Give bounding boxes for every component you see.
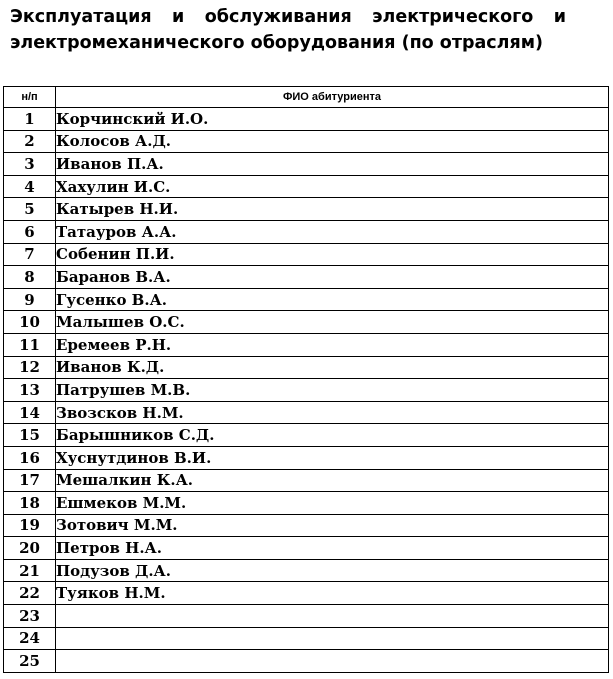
applicants-table [3, 86, 609, 673]
table-header-row [4, 87, 609, 108]
table-row [4, 514, 609, 537]
table-row [4, 198, 609, 221]
row-number: 13 [4, 379, 56, 402]
applicant-name: Малышев О.С. [56, 311, 609, 334]
applicant-name: Ешмеков М.М. [56, 492, 609, 515]
table-row [4, 379, 609, 402]
row-number: 18 [4, 492, 56, 515]
row-number: 3 [4, 153, 56, 176]
table-row [4, 559, 609, 582]
table-row [4, 311, 609, 334]
table-row [4, 469, 609, 492]
table-row [4, 175, 609, 198]
row-number: 1 [4, 108, 56, 131]
row-number: 19 [4, 514, 56, 537]
row-number: 21 [4, 559, 56, 582]
row-number: 25 [4, 650, 56, 673]
applicant-name: Петров Н.А. [56, 537, 609, 560]
table-row [4, 153, 609, 176]
applicant-name: Подузов Д.А. [56, 559, 609, 582]
applicant-name: Еремеев Р.Н. [56, 333, 609, 356]
applicant-name: Колосов А.Д. [56, 130, 609, 153]
table-row [4, 537, 609, 560]
applicant-name [56, 605, 609, 628]
row-number: 20 [4, 537, 56, 560]
applicant-name: Корчинский И.О. [56, 108, 609, 131]
table-row [4, 401, 609, 424]
row-number: 8 [4, 266, 56, 289]
applicant-name: Зотович М.М. [56, 514, 609, 537]
row-number: 17 [4, 469, 56, 492]
column-header-number: н/п [4, 87, 56, 108]
row-number: 16 [4, 446, 56, 469]
table-row [4, 356, 609, 379]
row-number: 10 [4, 311, 56, 334]
applicant-name: Татауров А.А. [56, 220, 609, 243]
row-number: 15 [4, 424, 56, 447]
row-number: 5 [4, 198, 56, 221]
row-number: 4 [4, 175, 56, 198]
row-number: 12 [4, 356, 56, 379]
applicant-name: Патрушев М.В. [56, 379, 609, 402]
table-row [4, 582, 609, 605]
applicant-name: Хуснутдинов В.И. [56, 446, 609, 469]
row-number: 2 [4, 130, 56, 153]
row-number: 6 [4, 220, 56, 243]
applicant-name: Барышников С.Д. [56, 424, 609, 447]
applicant-name: Туяков Н.М. [56, 582, 609, 605]
applicant-name: Звозсков Н.М. [56, 401, 609, 424]
page-title-line-1: Эксплуатация и обслуживания электрического и [10, 7, 566, 27]
table-row [4, 424, 609, 447]
table-row [4, 220, 609, 243]
applicant-name: Баранов В.А. [56, 266, 609, 289]
applicant-name: Катырев Н.И. [56, 198, 609, 221]
applicant-name: Хахулин И.С. [56, 175, 609, 198]
page-title [10, 4, 566, 56]
applicant-name [56, 627, 609, 650]
table-row [4, 243, 609, 266]
table-row [4, 492, 609, 515]
table-row [4, 130, 609, 153]
row-number: 11 [4, 333, 56, 356]
table-body [4, 108, 609, 673]
table-row [4, 605, 609, 628]
table-row [4, 650, 609, 673]
column-header-name: ФИО абитуриента [56, 87, 609, 108]
row-number: 7 [4, 243, 56, 266]
table-row [4, 446, 609, 469]
applicant-name: Собенин П.И. [56, 243, 609, 266]
applicant-name: Иванов К.Д. [56, 356, 609, 379]
table-row [4, 333, 609, 356]
row-number: 14 [4, 401, 56, 424]
row-number: 9 [4, 288, 56, 311]
applicant-name: Гусенко В.А. [56, 288, 609, 311]
applicant-name [56, 650, 609, 673]
row-number: 22 [4, 582, 56, 605]
table-row [4, 266, 609, 289]
page-title-line-2: электромеханического оборудования (по отраслям) [10, 33, 544, 53]
row-number: 23 [4, 605, 56, 628]
applicant-name: Мешалкин К.А. [56, 469, 609, 492]
applicant-name: Иванов П.А. [56, 153, 609, 176]
table-row [4, 108, 609, 131]
table-row [4, 288, 609, 311]
table-row [4, 627, 609, 650]
row-number: 24 [4, 627, 56, 650]
